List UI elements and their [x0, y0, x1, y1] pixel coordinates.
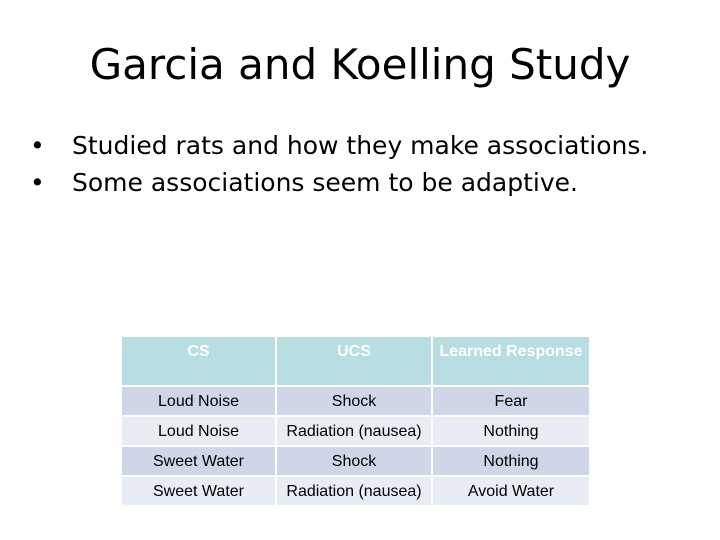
cell-cs: Loud Noise [121, 416, 276, 446]
cell-cs: Loud Noise [121, 386, 276, 416]
cell-ucs: Shock [276, 446, 432, 476]
bullet-item [30, 165, 670, 200]
cell-cs: Sweet Water [121, 476, 276, 506]
cell-cs: Sweet Water [121, 446, 276, 476]
cell-ucs: Radiation (nausea) [276, 416, 432, 446]
association-table [120, 335, 591, 507]
header-cs: CS [121, 336, 276, 386]
header-learned-response: Learned Response [432, 336, 590, 386]
table-row [121, 386, 590, 416]
header-ucs: UCS [276, 336, 432, 386]
slide-title: Garcia and Koelling Study [89, 40, 631, 89]
cell-ucs: Radiation (nausea) [276, 476, 432, 506]
cell-response: Fear [432, 386, 590, 416]
table-row [121, 416, 590, 446]
bullet-text: Studied rats and how they make associations. [72, 131, 649, 160]
cell-response: Avoid Water [432, 476, 590, 506]
bullet-item [30, 128, 670, 163]
bullet-text: Some associations seem to be adaptive. [72, 168, 578, 197]
table-row [121, 476, 590, 506]
cell-response: Nothing [432, 446, 590, 476]
bullet-list [30, 128, 670, 202]
bullet-icon: • [30, 168, 45, 197]
cell-response: Nothing [432, 416, 590, 446]
cell-ucs: Shock [276, 386, 432, 416]
table-header-row [121, 336, 590, 386]
bullet-icon: • [30, 131, 45, 160]
table-row [121, 446, 590, 476]
